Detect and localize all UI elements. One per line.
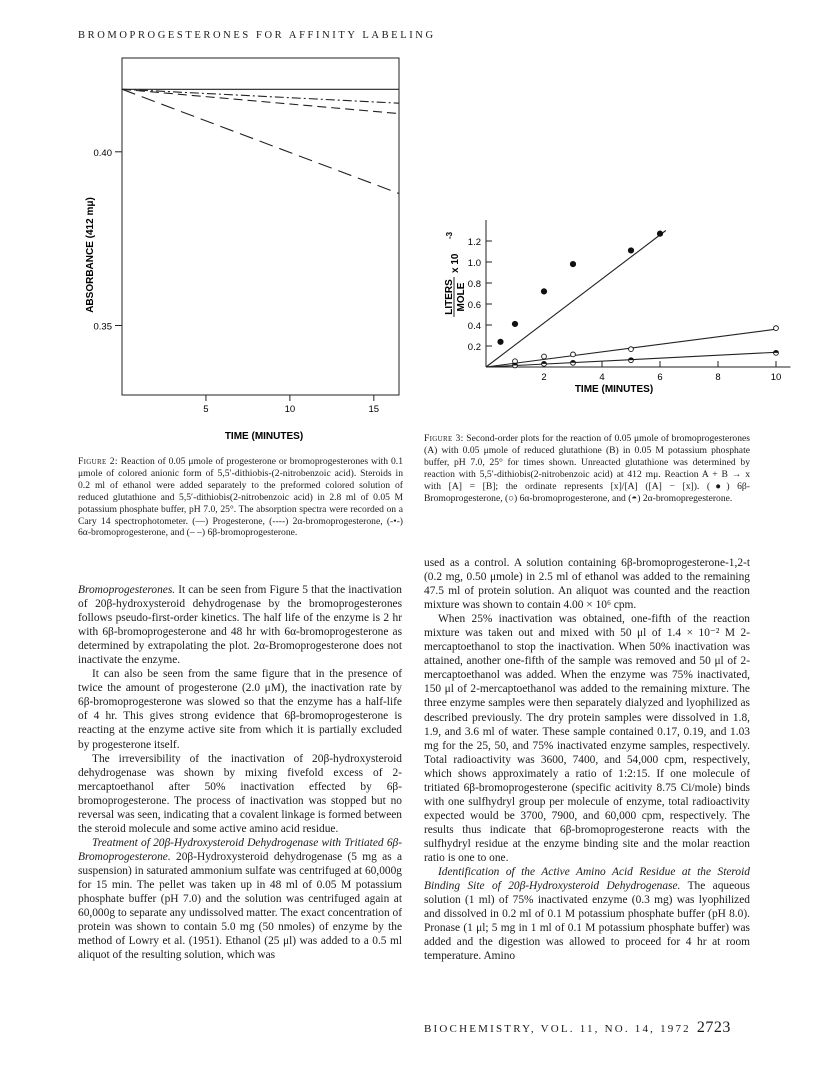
section-heading: Bromoprogesterones.	[78, 584, 176, 596]
data-point-6-bromoprogesterone	[628, 248, 633, 253]
right-column	[424, 556, 750, 963]
x-tick-label: 2	[541, 372, 547, 383]
figure-3	[424, 55, 782, 400]
caption-text: Reaction of 0.05 μmole of progesterone or bromoprogesterones with 0.1 μmole of colored anionic form of 5,5′-dithiobis-(2-nitrobenzoic acid). Steroids in 0.2 ml of ethanol were added separately to the preformed colored solution of reduced glutathione and 5,5′-dithiobis(2-nitrobenzoic acid) in 2.8 ml of 0.05 M potassium phosphate buffer, pH 7.0, 25°. The absorption spectra were recorded on a Cary 14 spectrophotometer. (—) Progesterone, (----) 2α-bromoprogesterone, (-•-) 6α-bromoprogesterone, and (– –) 6β-bromoprogesterone.	[78, 456, 403, 539]
x-tick-label: 10	[284, 404, 296, 415]
y-axis-label	[444, 231, 467, 317]
y-axis-label-exponent: -3	[445, 231, 454, 239]
data-point-6-bromoprogesterone	[541, 289, 546, 294]
running-header: BROMOPROGESTERONES FOR AFFINITY LABELING	[78, 30, 436, 41]
data-point-2-bromopregesterone	[629, 358, 634, 363]
plot-frame	[122, 58, 399, 395]
y-tick-label: 0.35	[93, 321, 112, 333]
page-footer	[424, 1019, 731, 1037]
x-tick-label: 10	[770, 372, 782, 383]
caption-label: Figure 2:	[78, 456, 118, 467]
x-axis-label: TIME (MINUTES)	[574, 384, 654, 395]
y-tick-label: 0.4	[467, 321, 481, 332]
y-tick-label: 0.8	[467, 279, 481, 290]
series-line-2-bromoprogesterone	[122, 89, 399, 113]
data-point-6-bromoprogesterone	[498, 339, 503, 344]
data-point-6-bromoprogesterone	[774, 326, 779, 331]
paragraph: It can also be seen from the same figure that in the presence of twice the amount of progesterone (2.0 μM), the inactivation rate by 6β-bromoprogesterone was slowed so that the enzyme has a half-life of 4 hr. This gives strong evidence that 6β-bromoprogesterone is reacting at the enzyme active site from which it is partially excluded by progesterone itself.	[78, 668, 402, 751]
section-heading: Treatment of 20β-Hydroxysteroid Dehydrogenase with Tritiated 6β-Bromoprogesterone.	[78, 836, 402, 863]
data-point-2-bromopregesterone	[774, 350, 779, 355]
journal-citation: BIOCHEMISTRY, VOL. 11, NO. 14, 1972	[424, 1023, 691, 1035]
x-axis-label: TIME (MINUTES)	[224, 431, 304, 442]
paragraph: The irreversibility of the inactivation of 20β-hydroxysteroid dehydrogenase was shown by mixing fivefold excess of 2-mercaptoethanol after 50% inactivation effected by 6β-bromoprogesterone. The process of inactivation was stopped but no reversal was seen, indicating that a covalent linkage is formed between the steroid molecule and some active amino acid residue.	[78, 752, 402, 835]
y-axis-label-multiplier: x 10	[450, 253, 461, 273]
figure-2-chart	[78, 55, 418, 445]
data-point-6-bromoprogesterone	[657, 231, 662, 236]
data-point-6-bromoprogesterone	[571, 352, 576, 357]
data-point-2-bromopregesterone	[542, 361, 547, 366]
x-tick-label: 4	[599, 372, 605, 383]
y-tick-label: 0.6	[467, 300, 481, 311]
figure-3-chart	[424, 55, 782, 400]
paragraph: Bromoprogesterones. It can be seen from Figure 5 that the inactivation of 20β-hydroxysteroid dehydrogenase by the bromoprogesterones follows pseudo-first-order kinetics. The half life of the enzyme is 2 hr with 6β-bromoprogesterone and 48 hr with 6α-bromoprogesterone as determined by extrapolating the plot. 2α-Bromoprogesterone does not inactivate the enzyme.	[78, 584, 402, 667]
y-axis-label: ABSORBANCE (412 mμ)	[85, 197, 96, 313]
y-axis-label-denominator: MOLE	[456, 282, 467, 312]
y-tick-label: 0.2	[467, 342, 481, 353]
series-line-6-bromoprogesterone	[122, 89, 399, 103]
data-point-2-bromopregesterone	[571, 360, 576, 365]
data-point-2-bromopregesterone	[513, 363, 518, 368]
data-point-6-bromoprogesterone	[512, 321, 517, 326]
x-tick-label: 8	[715, 372, 721, 383]
figure-2-caption	[78, 456, 403, 539]
paragraph: Treatment of 20β-Hydroxysteroid Dehydrogenase with Tritiated 6β-Bromoprogesterone. 20β-Hydroxysteroid dehydrogenase (5 mg as a suspension) in saturated ammonium sulfate was centrifuged at 60,000g for 15 min. The pellet was taken up in 48 ml of 0.05 M potassium phosphate buffer (pH 7.0) and the solution was centrifuged again at 60,000g to separate any undissolved matter. The exact concentration of protein was shown to contain 5.0 mg (50 nmoles) of enzyme by the method of Lowry et al. (1951). Ethanol (25 μl) was added to a 0.5 ml aliquot of the resulting solution, which was	[78, 836, 403, 962]
caption-label: Figure 3:	[424, 433, 464, 444]
paragraph: used as a control. A solution containing 6β-bromoprogesterone-1,2-t (0.2 mg, 0.50 μmole) in 2.5 ml of ethanol was added to the remaining 47.5 ml of protein solution. An aliquot was counted and the reaction mixture was shown to contain 4.00 × 10⁶ cpm.	[424, 557, 750, 612]
data-point-6-bromoprogesterone	[629, 347, 634, 352]
y-tick-label: 0.40	[93, 147, 112, 159]
caption-text: Second-order plots for the reaction of 0.05 μmole of bromoprogesterones (A) with 0.05 μmole of reduced glutathione (B) in 0.05 M potassium phosphate buffer, pH 7.0, 25° for times shown. Unreacted glutathione was determined by reaction with 5,5′-dithiobis(2-nitrobenzoic acid) at 412 mμ. Reaction A + B → x with [A] = [B]; the ordinate represents [x]/[A] ([A] − [x]). (●) 6β-Bromoprogesterone, (○) 6α-bromoprogesterone, and (◓) 2α-bromopregesterone.	[424, 433, 750, 504]
data-point-6-bromoprogesterone	[542, 354, 547, 359]
section-heading: Identification of the Active Amino Acid Residue at the Steroid Binding Site of 20β-Hydroxysteroid Dehydrogenase.	[424, 866, 750, 893]
x-tick-label: 15	[368, 404, 380, 415]
y-tick-label: 1.0	[467, 258, 481, 269]
figure-2	[78, 55, 418, 445]
y-tick-label: 1.2	[467, 237, 481, 248]
page-number: 2723	[696, 1019, 731, 1036]
x-tick-label: 5	[203, 404, 209, 415]
paragraph: Identification of the Active Amino Acid Residue at the Steroid Binding Site of 20β-Hydroxysteroid Dehydrogenase. The aqueous solution (1 ml) of 75% inactivated enzyme (0.3 mg) was lyophilized and dissolved in 0.2 ml of 0.1 M potassium phosphate buffer (pH 8.0). Pronase (1 μl; 5 mg in 1 ml of 0.1 M potassium phosphate buffer) was added and the digestion was allowed to proceed for 4 hr at room temperature. Amino	[424, 866, 750, 963]
figure-3-caption	[424, 433, 750, 504]
x-tick-label: 6	[657, 372, 663, 383]
left-column	[78, 583, 402, 962]
paragraph: When 25% inactivation was obtained, one-fifth of the reaction mixture was taken out and mixed with 50 μl of 1.4 × 10⁻² M 2-mercaptoethanol to stop the inactivation. When 50% inactivation was attained, another one-fifth of the sample was removed and 50 μl of 2-mercaptoethanol was added. When the enzyme was 75% inactivated, 150 μl of 2-mercaptoethanol was added to the remaining mixture. The three enzyme samples were then separately dialyzed and lyophilized as described previously. The dry protein samples were dissolved in 1.8, 1.9, and 3.6 ml of water. These sample contained 0.17, 0.19, and 1.03 mg for the 25, 50, and 75% inactivated enzyme samples, respectively. Total radioactivity was 3600, 7400, and 54,000 cpm, respectively, which shows approximately a ratio of 1:2:15. If one molecule of tritiated 6β-bromoprogesterone (specific acitivity 8.75 Ci/mole) binds with one sulfhydryl group per molecule of enzyme, total radioactivity expected would be 3700, 7900, and 60,000 cpm, respectively. The results thus indicate that 6β-bromoprogesterone reacts with the sulfhydryl residue at the enzyme binding site and the molar reaction ratio is one to one.	[424, 613, 750, 864]
series-line-6-bromoprogesterone	[122, 89, 399, 193]
data-point-6-bromoprogesterone	[570, 262, 575, 267]
y-axis-label-numerator: LITERS	[444, 279, 455, 315]
